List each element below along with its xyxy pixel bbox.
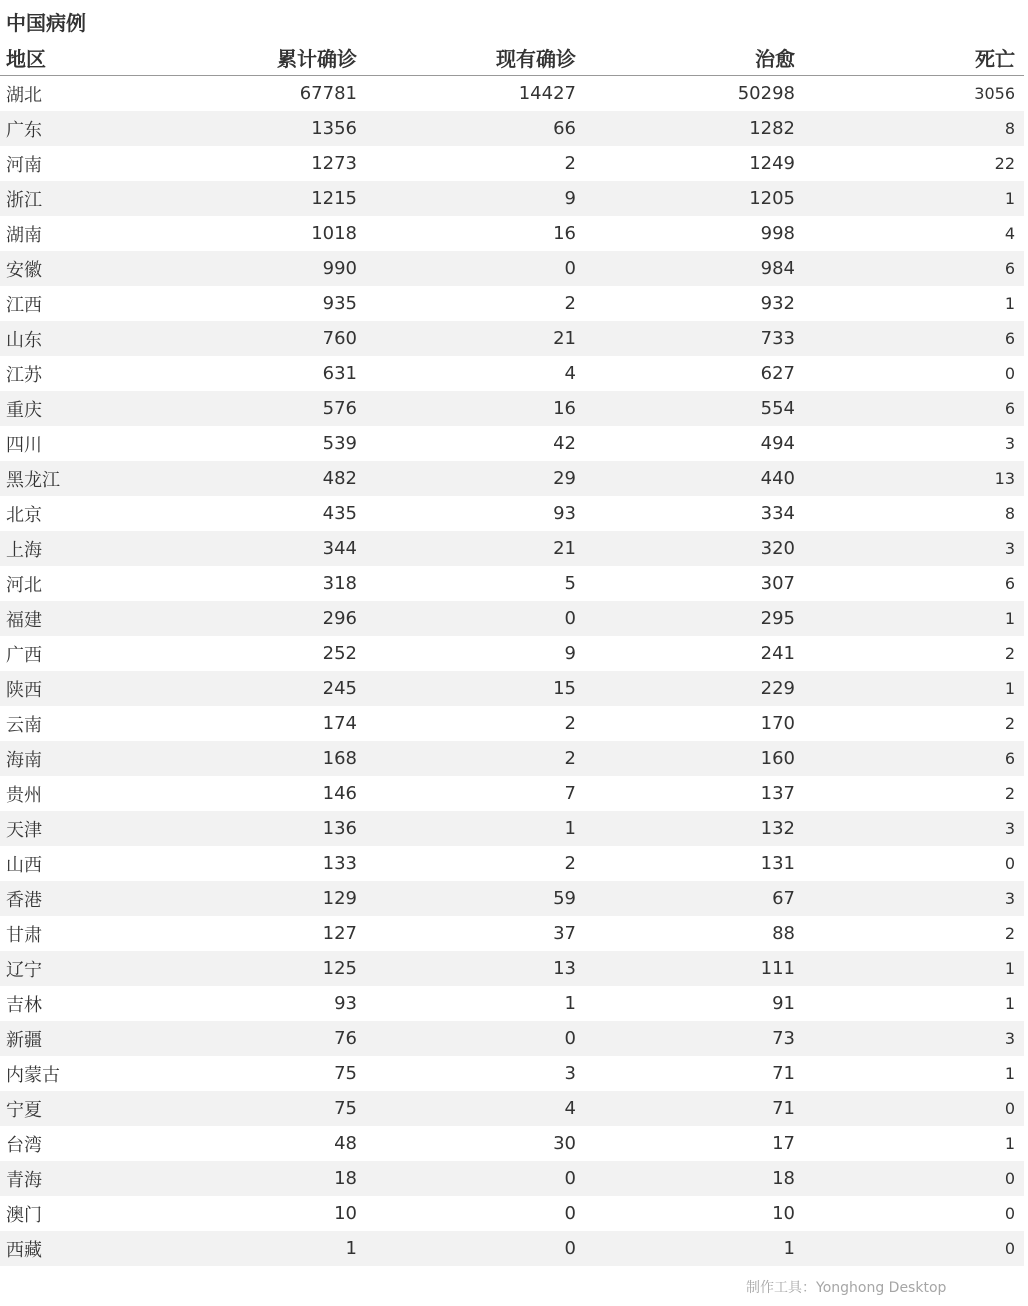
cell-cumulative-confirmed: 129 [322, 888, 357, 909]
cell-deaths: 22 [994, 154, 1015, 173]
cell-current-confirmed: 66 [553, 118, 576, 139]
table-row [0, 496, 1024, 531]
cell-current-confirmed: 15 [553, 678, 576, 699]
table-row [0, 286, 1024, 321]
cell-current-confirmed: 30 [553, 1133, 576, 1154]
cell-current-confirmed: 1 [564, 993, 576, 1014]
cell-deaths: 3 [1004, 889, 1015, 908]
cell-deaths: 1 [1004, 1064, 1015, 1083]
cell-recovered: 494 [760, 433, 795, 454]
cell-deaths: 1 [1004, 994, 1015, 1013]
cell-deaths: 1 [1004, 189, 1015, 208]
cell-recovered: 132 [760, 818, 795, 839]
cell-recovered: 334 [760, 503, 795, 524]
cell-cumulative-confirmed: 75 [334, 1063, 357, 1084]
cell-cumulative-confirmed: 344 [322, 538, 357, 559]
cell-region: 广东 [6, 119, 42, 141]
cell-current-confirmed: 5 [564, 573, 576, 594]
cell-current-confirmed: 21 [553, 328, 576, 349]
header-region[interactable]: 地区 [6, 47, 46, 71]
cell-recovered: 170 [760, 713, 795, 734]
table-row [0, 1161, 1024, 1196]
cell-cumulative-confirmed: 318 [322, 573, 357, 594]
cell-current-confirmed: 0 [564, 1238, 576, 1259]
cell-region: 陕西 [6, 679, 42, 701]
cell-cumulative-confirmed: 75 [334, 1098, 357, 1119]
table-row [0, 146, 1024, 181]
cell-region: 山东 [6, 329, 42, 351]
cell-region: 重庆 [6, 399, 42, 421]
cell-region: 青海 [6, 1169, 42, 1191]
cell-region: 四川 [6, 434, 42, 456]
cell-cumulative-confirmed: 125 [322, 958, 357, 979]
cell-region: 吉林 [6, 994, 42, 1016]
table-row [0, 706, 1024, 741]
cell-current-confirmed: 2 [564, 713, 576, 734]
cell-deaths: 1 [1004, 294, 1015, 313]
cell-recovered: 73 [772, 1028, 795, 1049]
cell-deaths: 0 [1004, 1204, 1015, 1223]
cell-region: 云南 [6, 714, 42, 736]
cell-current-confirmed: 93 [553, 503, 576, 524]
cell-region: 西藏 [6, 1239, 42, 1261]
cell-region: 上海 [6, 539, 42, 561]
header-current-confirmed[interactable]: 现有确诊 [496, 47, 576, 71]
cell-current-confirmed: 0 [564, 1168, 576, 1189]
table-row [0, 111, 1024, 146]
cell-cumulative-confirmed: 1018 [311, 223, 357, 244]
cell-deaths: 2 [1004, 924, 1015, 943]
cell-deaths: 2 [1004, 784, 1015, 803]
cell-region: 广西 [6, 644, 42, 666]
table-row [0, 741, 1024, 776]
cell-cumulative-confirmed: 1273 [311, 153, 357, 174]
table-row [0, 881, 1024, 916]
cell-current-confirmed: 29 [553, 468, 576, 489]
cell-deaths: 6 [1004, 259, 1015, 278]
cell-recovered: 91 [772, 993, 795, 1014]
table-row [0, 1021, 1024, 1056]
cell-recovered: 1249 [749, 153, 795, 174]
cell-deaths: 2 [1004, 644, 1015, 663]
cell-deaths: 0 [1004, 1169, 1015, 1188]
cell-recovered: 1282 [749, 118, 795, 139]
cell-current-confirmed: 4 [564, 363, 576, 384]
cell-cumulative-confirmed: 18 [334, 1168, 357, 1189]
header-recovered[interactable]: 治愈 [755, 47, 795, 71]
cell-cumulative-confirmed: 1215 [311, 188, 357, 209]
cell-current-confirmed: 2 [564, 748, 576, 769]
cell-cumulative-confirmed: 539 [322, 433, 357, 454]
cell-deaths: 1 [1004, 1134, 1015, 1153]
table-row [0, 916, 1024, 951]
cell-cumulative-confirmed: 127 [322, 923, 357, 944]
cell-deaths: 3 [1004, 819, 1015, 838]
cell-deaths: 13 [994, 469, 1015, 488]
cell-current-confirmed: 14427 [518, 83, 576, 104]
cell-cumulative-confirmed: 435 [322, 503, 357, 524]
cell-cumulative-confirmed: 576 [322, 398, 357, 419]
cell-recovered: 17 [772, 1133, 795, 1154]
cell-current-confirmed: 59 [553, 888, 576, 909]
cell-region: 香港 [6, 889, 42, 911]
cell-current-confirmed: 9 [564, 188, 576, 209]
cell-region: 湖南 [6, 224, 42, 246]
cell-deaths: 3 [1004, 539, 1015, 558]
cell-recovered: 229 [760, 678, 795, 699]
cell-current-confirmed: 13 [553, 958, 576, 979]
cell-deaths: 3056 [974, 84, 1015, 103]
cell-cumulative-confirmed: 76 [334, 1028, 357, 1049]
table-row [0, 1091, 1024, 1126]
cell-current-confirmed: 0 [564, 608, 576, 629]
cell-region: 山西 [6, 854, 42, 876]
cell-recovered: 88 [772, 923, 795, 944]
cell-recovered: 627 [760, 363, 795, 384]
table-row [0, 391, 1024, 426]
cell-cumulative-confirmed: 146 [322, 783, 357, 804]
cell-cumulative-confirmed: 482 [322, 468, 357, 489]
cell-cumulative-confirmed: 93 [334, 993, 357, 1014]
cell-deaths: 1 [1004, 679, 1015, 698]
cell-region: 江苏 [6, 364, 42, 386]
page-title: 中国病例 [6, 11, 86, 35]
table-row [0, 671, 1024, 706]
cell-region: 台湾 [6, 1134, 42, 1156]
cell-region: 宁夏 [6, 1099, 42, 1121]
cell-current-confirmed: 7 [564, 783, 576, 804]
cell-cumulative-confirmed: 1 [345, 1238, 357, 1259]
cell-recovered: 160 [760, 748, 795, 769]
cell-region: 贵州 [6, 784, 42, 806]
cell-current-confirmed: 0 [564, 1028, 576, 1049]
table-row [0, 636, 1024, 671]
table-row [0, 776, 1024, 811]
cell-deaths: 4 [1004, 224, 1015, 243]
cell-recovered: 241 [760, 643, 795, 664]
cell-recovered: 984 [760, 258, 795, 279]
cell-deaths: 6 [1004, 574, 1015, 593]
cell-recovered: 18 [772, 1168, 795, 1189]
cell-region: 浙江 [6, 189, 42, 211]
cell-cumulative-confirmed: 990 [322, 258, 357, 279]
cell-cumulative-confirmed: 174 [322, 713, 357, 734]
cell-region: 北京 [6, 504, 42, 526]
cell-cumulative-confirmed: 67781 [299, 83, 357, 104]
cell-current-confirmed: 16 [553, 223, 576, 244]
cell-region: 湖北 [6, 84, 42, 106]
cell-region: 福建 [6, 609, 42, 631]
table-row [0, 1231, 1024, 1266]
cases-table [0, 40, 1024, 1266]
table-row [0, 566, 1024, 601]
cell-recovered: 307 [760, 573, 795, 594]
cell-current-confirmed: 16 [553, 398, 576, 419]
cell-cumulative-confirmed: 631 [322, 363, 357, 384]
cell-recovered: 320 [760, 538, 795, 559]
cell-cumulative-confirmed: 245 [322, 678, 357, 699]
cell-recovered: 733 [760, 328, 795, 349]
cell-region: 江西 [6, 294, 42, 316]
table-row [0, 951, 1024, 986]
cell-recovered: 554 [760, 398, 795, 419]
cell-recovered: 111 [760, 958, 795, 979]
cell-region: 新疆 [6, 1029, 42, 1051]
cell-current-confirmed: 0 [564, 258, 576, 279]
cell-region: 天津 [6, 819, 42, 841]
table-row [0, 986, 1024, 1021]
cell-deaths: 6 [1004, 329, 1015, 348]
cell-cumulative-confirmed: 935 [322, 293, 357, 314]
cell-cumulative-confirmed: 296 [322, 608, 357, 629]
cell-current-confirmed: 2 [564, 853, 576, 874]
table-body [0, 76, 1024, 1266]
cell-recovered: 67 [772, 888, 795, 909]
cell-current-confirmed: 42 [553, 433, 576, 454]
cell-current-confirmed: 2 [564, 293, 576, 314]
cell-region: 河北 [6, 574, 42, 596]
cell-region: 海南 [6, 749, 42, 771]
cell-cumulative-confirmed: 168 [322, 748, 357, 769]
cell-current-confirmed: 9 [564, 643, 576, 664]
cell-recovered: 440 [760, 468, 795, 489]
cell-deaths: 3 [1004, 1029, 1015, 1048]
cell-recovered: 131 [760, 853, 795, 874]
cell-current-confirmed: 37 [553, 923, 576, 944]
cell-recovered: 1205 [749, 188, 795, 209]
cell-deaths: 6 [1004, 399, 1015, 418]
cell-region: 辽宁 [6, 959, 42, 981]
cell-deaths: 1 [1004, 609, 1015, 628]
cell-recovered: 50298 [737, 83, 795, 104]
cell-current-confirmed: 4 [564, 1098, 576, 1119]
cell-deaths: 0 [1004, 854, 1015, 873]
cell-recovered: 71 [772, 1063, 795, 1084]
cell-deaths: 3 [1004, 434, 1015, 453]
cell-cumulative-confirmed: 133 [322, 853, 357, 874]
cell-current-confirmed: 1 [564, 818, 576, 839]
cell-current-confirmed: 2 [564, 153, 576, 174]
cell-region: 安徽 [6, 259, 42, 281]
table-row [0, 846, 1024, 881]
table-row [0, 811, 1024, 846]
table-row [0, 356, 1024, 391]
cell-current-confirmed: 21 [553, 538, 576, 559]
cell-current-confirmed: 3 [564, 1063, 576, 1084]
cell-cumulative-confirmed: 10 [334, 1203, 357, 1224]
cell-recovered: 295 [760, 608, 795, 629]
cell-recovered: 10 [772, 1203, 795, 1224]
cell-region: 河南 [6, 154, 42, 176]
cell-cumulative-confirmed: 1356 [311, 118, 357, 139]
table-row [0, 426, 1024, 461]
cell-region: 甘肃 [6, 924, 42, 946]
cell-deaths: 1 [1004, 959, 1015, 978]
cell-cumulative-confirmed: 252 [322, 643, 357, 664]
table-row [0, 76, 1024, 111]
cell-deaths: 2 [1004, 714, 1015, 733]
cell-recovered: 998 [760, 223, 795, 244]
table-header [0, 40, 1024, 76]
cell-region: 黑龙江 [6, 469, 60, 491]
cell-cumulative-confirmed: 760 [322, 328, 357, 349]
cell-deaths: 6 [1004, 749, 1015, 768]
table-row [0, 181, 1024, 216]
cell-region: 澳门 [6, 1204, 42, 1226]
table-row [0, 1196, 1024, 1231]
header-deaths[interactable]: 死亡 [975, 47, 1015, 71]
cell-recovered: 1 [783, 1238, 795, 1259]
cell-recovered: 137 [760, 783, 795, 804]
cell-deaths: 0 [1004, 1239, 1015, 1258]
cell-deaths: 0 [1004, 1099, 1015, 1118]
table-row [0, 531, 1024, 566]
table-row [0, 321, 1024, 356]
table-row [0, 251, 1024, 286]
cell-deaths: 0 [1004, 364, 1015, 383]
table-row [0, 1126, 1024, 1161]
footer-credit: 制作工具：Yonghong Desktop [746, 1280, 947, 1296]
table-row [0, 1056, 1024, 1091]
cell-cumulative-confirmed: 48 [334, 1133, 357, 1154]
cell-cumulative-confirmed: 136 [322, 818, 357, 839]
table-row [0, 461, 1024, 496]
cell-current-confirmed: 0 [564, 1203, 576, 1224]
table-row [0, 216, 1024, 251]
cell-recovered: 932 [760, 293, 795, 314]
cell-recovered: 71 [772, 1098, 795, 1119]
cell-region: 内蒙古 [6, 1064, 60, 1086]
table-row [0, 601, 1024, 636]
cell-deaths: 8 [1004, 119, 1015, 138]
header-cumulative-confirmed[interactable]: 累计确诊 [277, 47, 357, 71]
cell-deaths: 8 [1004, 504, 1015, 523]
